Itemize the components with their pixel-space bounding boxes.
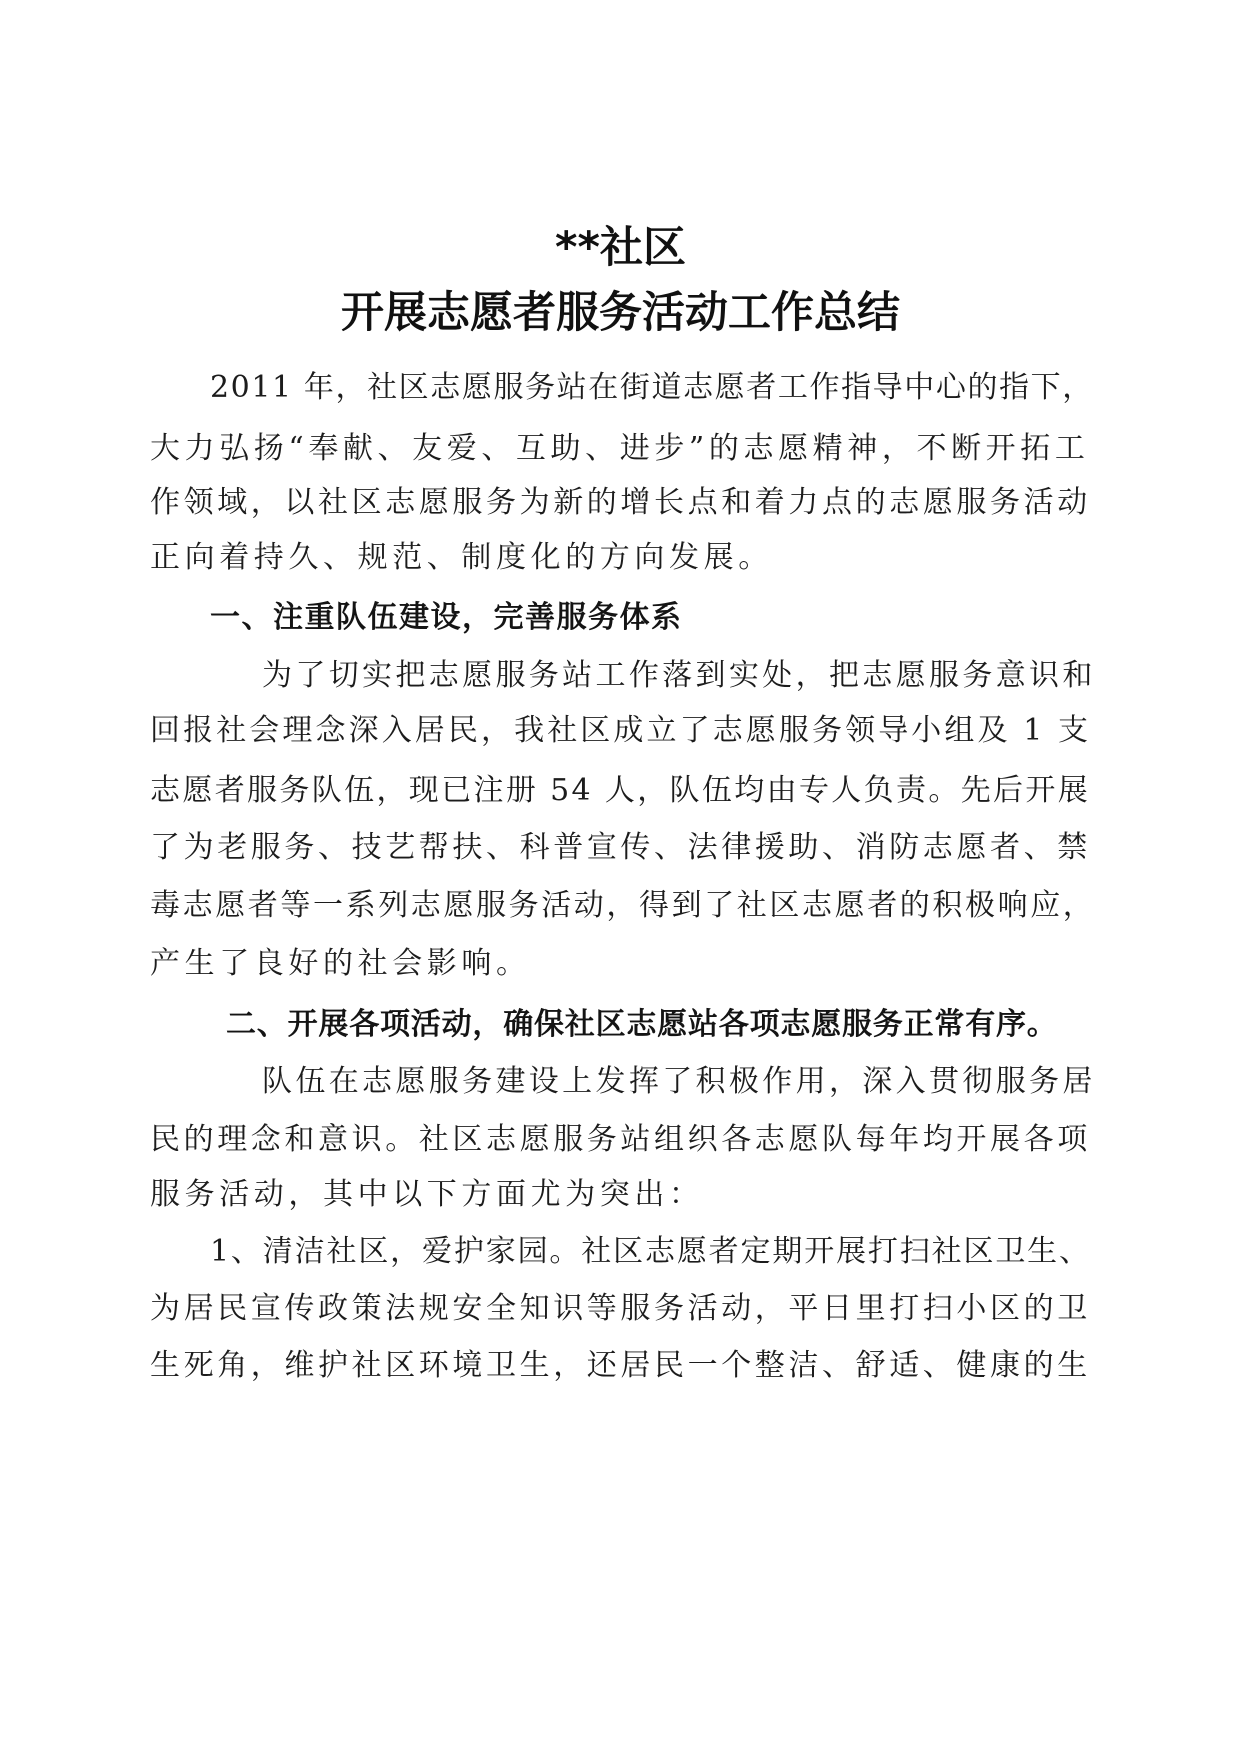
paragraph-line: 生死角，维护社区环境卫生，还居民一个整洁、舒适、健康的生 (150, 1348, 1091, 1383)
paragraph-line: 民的理念和意识。社区志愿服务站组织各志愿队每年均开展各项 (150, 1122, 1091, 1157)
paragraph-line: 了为老服务、技艺帮扶、科普宣传、法律援助、消防志愿者、禁 (150, 830, 1091, 865)
paragraph-line: 为了切实把志愿服务站工作落到实处，把志愿服务意识和 (262, 658, 1096, 693)
paragraph-line: 毒志愿者等一系列志愿服务活动，得到了社区志愿者的积极响应， (150, 888, 1096, 923)
paragraph-line: 为居民宣传政策法规安全知识等服务活动，平日里打扫小区的卫 (150, 1291, 1091, 1326)
paragraph-line: 1、清洁社区，爱护家园。社区志愿者定期开展打扫社区卫生、 (210, 1234, 1091, 1269)
paragraph-line: 正向着持久、规范、制度化的方向发展。 (150, 540, 773, 575)
paragraph-line: 队伍在志愿服务建设上发挥了积极作用，深入贯彻服务居 (262, 1064, 1096, 1099)
paragraph-line: 服务活动，其中以下方面尤为突出： (150, 1177, 704, 1212)
paragraph-line: 大力弘扬“奉献、友爱、互助、进步”的志愿精神，不断开拓工 (150, 431, 1090, 466)
document-title-community: **社区 (555, 223, 686, 273)
paragraph-line: 回报社会理念深入居民，我社区成立了志愿服务领导小组及 1 支 (150, 713, 1092, 748)
document-title-main: 开展志愿者服务活动工作总结 (341, 288, 900, 338)
paragraph-line: 志愿者服务队伍，现已注册 54 人，队伍均由专人负责。先后开展 (150, 773, 1091, 808)
paragraph-line: 产生了良好的社会影响。 (150, 946, 531, 981)
paragraph-line: 2011 年，社区志愿服务站在街道志愿者工作指导中心的指下， (210, 370, 1094, 405)
section-heading-1: 一、注重队伍建设，完善服务体系 (210, 600, 683, 635)
paragraph-line: 作领域，以社区志愿服务为新的增长点和着力点的志愿服务活动 (150, 485, 1091, 520)
section-heading-2: 二、开展各项活动，确保社区志愿站各项志愿服务正常有序。 (226, 1007, 1058, 1042)
